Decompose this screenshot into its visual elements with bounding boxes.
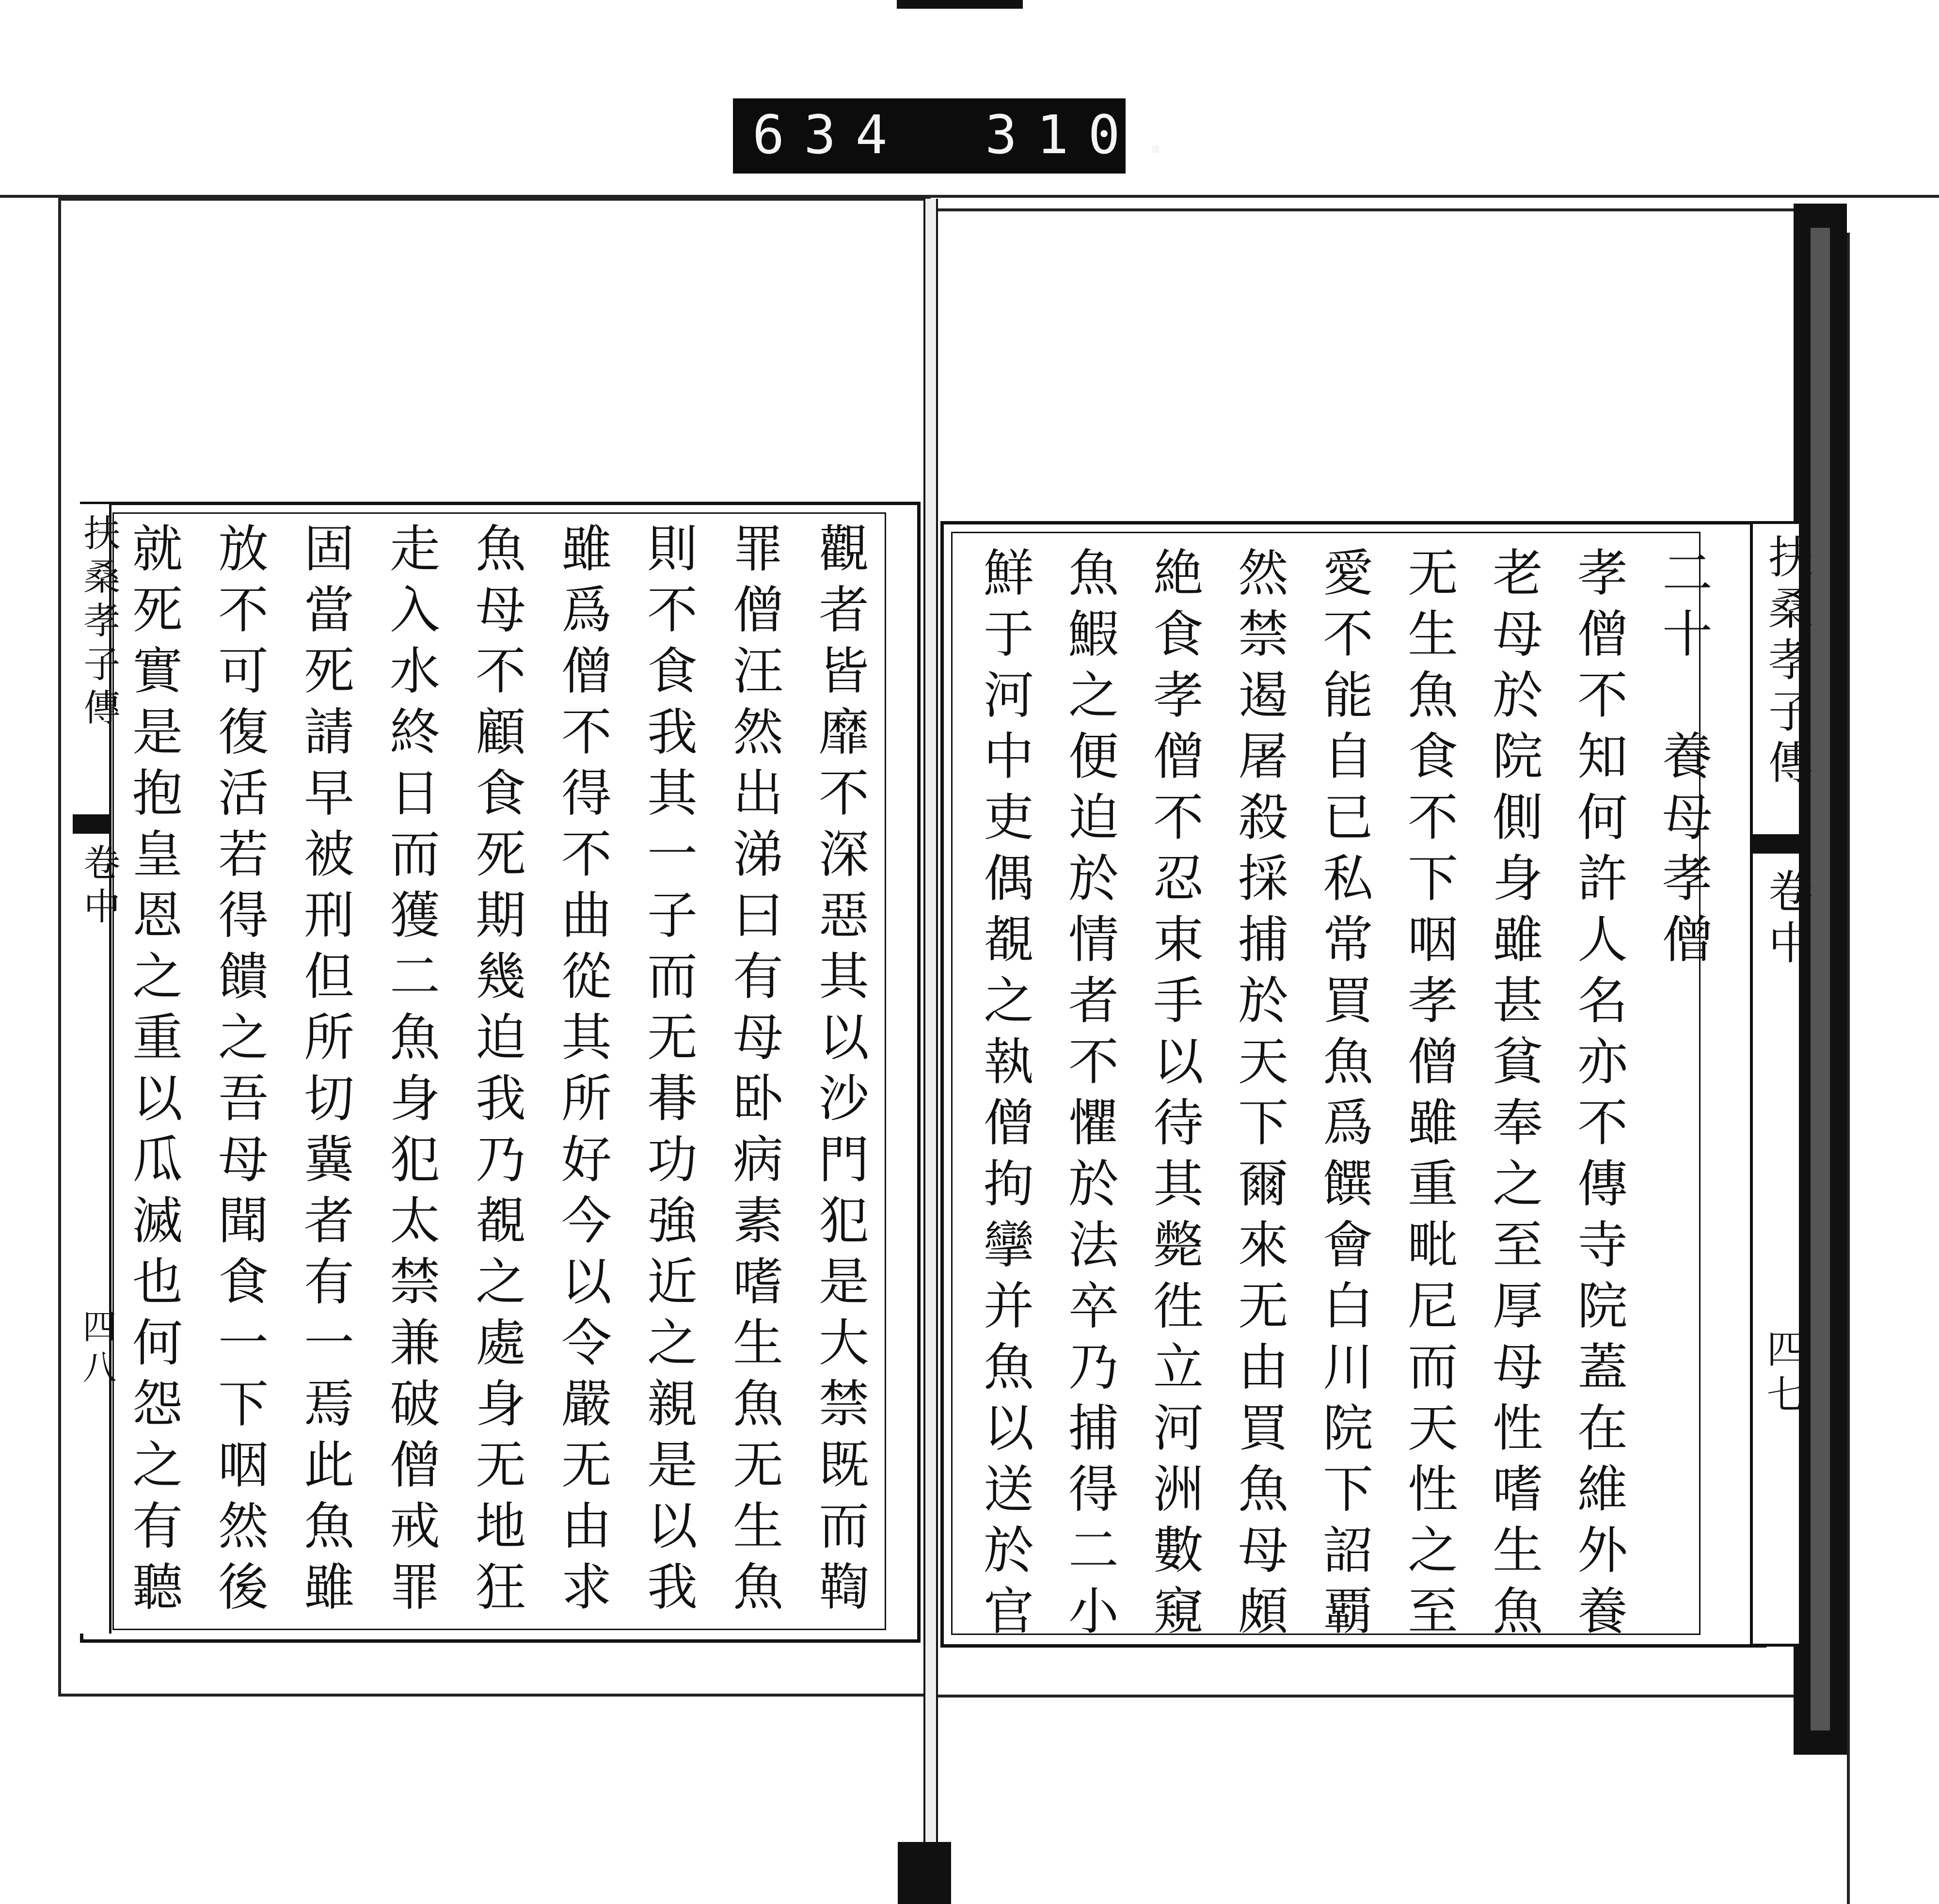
text-column: 罪僧汪然出涕曰有母卧病素嗜生魚无生魚 <box>724 522 783 1621</box>
right-margin-title: 扶桑孝子傳 <box>1761 534 1813 791</box>
text-column: 鮮于河中吏偶覩之執僧拘攣并魚以送於官 <box>975 546 1034 1646</box>
next-leaf-edge <box>1847 233 1939 1904</box>
left-margin-title: 扶桑孝子傳 <box>78 514 121 732</box>
left-margin-folio: 四八 <box>77 1309 117 1390</box>
right-margin-volume: 卷中 <box>1761 868 1813 971</box>
text-column: 孝僧不知何許人名亦不傳寺院蓋在維外養 <box>1569 546 1628 1646</box>
fold-fish-mark <box>73 814 111 834</box>
text-column: 愛不能自已私常買魚爲饌會白川院下詔覇 <box>1314 546 1373 1646</box>
page-stack-shadow <box>1811 228 1830 1730</box>
left-text-block <box>80 502 921 1643</box>
left-margin-volume: 卷中 <box>78 843 121 931</box>
text-column: 放不可復活若得饋之吾母聞食一下咽然後 <box>209 522 269 1621</box>
accession-label <box>733 98 1191 174</box>
right-text-block <box>940 521 1766 1648</box>
accession-number-left: 634 <box>752 104 907 166</box>
left-fold-margin <box>73 504 121 1634</box>
book-spine <box>923 199 938 1871</box>
text-column: 固當死請早被刑但所切冀者有一焉此魚雖 <box>295 522 354 1621</box>
fold-fish-mark <box>1750 834 1801 854</box>
text-column: 老母於院側身雖甚貧奉之至厚母性嗜生魚 <box>1484 546 1543 1646</box>
text-column: 絶食孝僧不忍束手以待其斃徃立河洲數窺 <box>1144 546 1204 1646</box>
text-column: 觀者皆靡不深惡其以沙門犯是大禁既而鞫 <box>810 522 869 1621</box>
text-column: 然禁遏屠殺採捕於天下爾來无由買魚母頗 <box>1229 546 1288 1646</box>
right-margin-folio: 四七 <box>1760 1329 1805 1420</box>
spine-clip <box>898 1842 951 1904</box>
right-fold-margin <box>1750 521 1813 1647</box>
text-column: 走入水終日而獲二魚身犯太禁兼破僧戒罪 <box>381 522 440 1621</box>
accession-number-right: 310. <box>985 104 1191 166</box>
text-column: 魚母不顧食死期幾迫我乃覩之處身无地狂 <box>467 522 526 1621</box>
text-column: 雖爲僧不得不曲從其所好今以令嚴无由求 <box>553 522 612 1621</box>
text-column: 則不食我其一子而无朞功強近之親是以我 <box>638 522 698 1621</box>
text-column: 就死實是抱皇恩之重以瓜滅也何怨之有聽 <box>124 522 183 1621</box>
text-column: 二十 養母孝僧 <box>1653 546 1713 974</box>
text-column: 无生魚食不下咽孝僧雖重毗尼而天性之至 <box>1399 546 1458 1646</box>
top-edge-bar <box>897 0 1023 9</box>
text-column: 魚鰕之便迫於情者不懼於法卒乃捕得二小 <box>1060 546 1119 1646</box>
